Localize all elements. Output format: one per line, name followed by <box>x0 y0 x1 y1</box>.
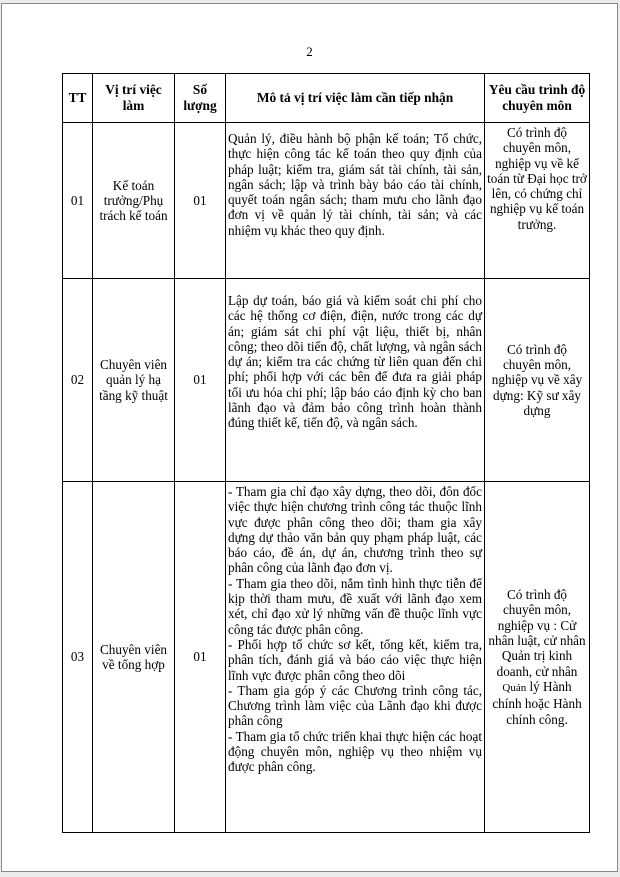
row-position: Chuyên viên quản lý hạ tầng kỹ thuật <box>93 279 175 482</box>
table-row <box>63 279 590 482</box>
requirement-text-small: Quản <box>502 681 527 694</box>
row-requirement: Có trình độ chuyên môn, nghiệp vụ về kế toán từ Đại học trở lên, có chứng chỉ nghiệp vụ kế toán trưởng. <box>485 123 590 279</box>
page-number: 2 <box>306 44 313 59</box>
requirement-text: Có trình độ chuyên môn, nghiệp vụ : Cử nhân luật, cử nhân Quản trị kinh doanh, cử nhân <box>488 587 586 679</box>
header-tt: TT <box>63 74 93 123</box>
description-item: - Phối hợp tổ chức sơ kết, tổng kết, kiểm tra, phân tích, đánh giá và báo cáo việc thực hiện lĩnh vực được phân công theo dõi <box>228 636 482 683</box>
header-quantity: Số lượng <box>175 74 226 123</box>
row-requirement <box>485 482 590 833</box>
table-row <box>63 123 590 279</box>
description-item: - Tham gia góp ý các Chương trình công tác, Chương trình làm việc của Lãnh đạo khi được phân công <box>228 682 482 729</box>
requirement-text: lý Hành chính hoặc Hành chính công. <box>492 678 582 727</box>
row-description <box>226 279 485 482</box>
description-item: - Tham gia theo dõi, nắm tình hình thực tiễn để kịp thời tham mưu, đề xuất với lãnh đạo xem xét, chỉ đạo xử lý những vấn đề thuộc lĩnh vực công tác được phân công. <box>228 575 482 637</box>
description-paragraph: Quản lý, điều hành bộ phận kế toán; Tổ chức, thực hiện công tác kế toán theo quy định của pháp luật; kiểm tra, giám sát tài chính, tài sản, ngân sách; lập và trình bày báo cáo tài chính, quyết toán ngân sách; tham mưu cho lãnh đạo đơn vị về quản lý tài chính, tài sản; và các nhiệm vụ khác theo quy định. <box>228 131 482 238</box>
row-tt: 01 <box>63 123 93 279</box>
row-quantity: 01 <box>175 123 226 279</box>
job-positions-table <box>62 73 590 833</box>
description-paragraph: Lập dự toán, báo giá và kiểm soát chi phí cho các hệ thống cơ điện, điện, nước trong các dự án; giám sát chi phí vật liệu, thiết bị, nhân công; theo dõi tiến độ, chất lượng, và ngân sách dự án; kiểm tra các chứng từ liên quan đến chi phí; phối hợp với các bên để đưa ra giải pháp tối ưu hóa chi phí; lập báo cáo định kỳ cho ban lãnh đạo và đảm bảo công trình hoàn thành đúng thiết kế, tiến độ, và ngân sách. <box>228 293 482 431</box>
description-item: - Tham gia tổ chức triển khai thực hiện các hoạt động chuyên môn, nghiệp vụ theo nhiệm vụ được phân công. <box>228 728 482 775</box>
row-quantity: 01 <box>175 279 226 482</box>
row-quantity: 01 <box>175 482 226 833</box>
header-description: Mô tả vị trí việc làm cần tiếp nhận <box>226 74 485 123</box>
description-item: - Tham gia chỉ đạo xây dựng, theo dõi, đôn đốc việc thực hiện chương trình công tác thuộc lĩnh vực được phân công theo dõi; tham gia xây dựng dự thảo văn bản quy phạm pháp luật, các báo cáo, đề án, dự án, chương trình theo sự phân công của lãnh đạo đơn vị. <box>228 484 482 576</box>
row-position: Chuyên viên về tổng hợp <box>93 482 175 833</box>
table-row <box>63 482 590 833</box>
row-tt: 03 <box>63 482 93 833</box>
document-page <box>1 3 618 872</box>
header-requirement: Yêu cầu trình độ chuyên môn <box>485 74 590 123</box>
row-description <box>226 123 485 279</box>
row-tt: 02 <box>63 279 93 482</box>
table-header-row <box>63 74 590 123</box>
row-description <box>226 482 485 833</box>
row-position: Kế toán trưởng/Phụ trách kế toán <box>93 123 175 279</box>
header-position: Vị trí việc làm <box>93 74 175 123</box>
row-requirement: Có trình độ chuyên môn, nghiệp vụ về xây dựng: Kỹ sư xây dựng <box>485 279 590 482</box>
